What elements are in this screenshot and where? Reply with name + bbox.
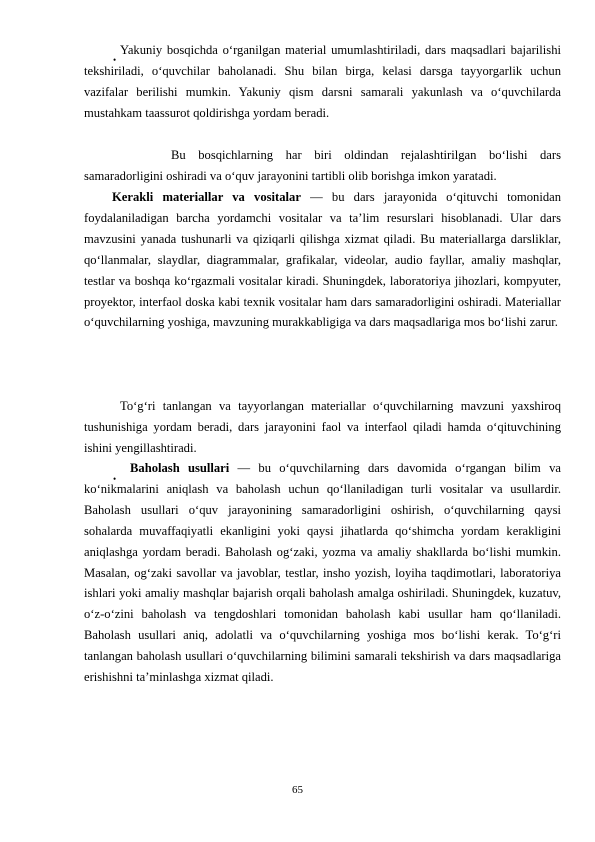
heading-assessment: Baholash usullari — [130, 461, 230, 475]
paragraph-materials — [84, 187, 561, 333]
page-number: 65 — [292, 784, 303, 796]
paragraph-text: Yakuniy bosqichda o‘rganilgan material umumlashtiriladi, dars maqsadlari bajarilishi tekshiriladi, o‘quvchilar baholanadi. Shu bilan birga, kelasi darsga tayyorgarlik uchun vazifalar berilishi mumkin. Yakuniy qism darsni samarali yakunlash va o‘quvchilarda mustahkam taassurot qoldirishga yordam beradi. — [84, 43, 561, 120]
paragraph-text: — bu o‘quvchilarning dars davomida o‘rgangan bilim va ko‘nikmalarini aniqlash va baholash uchun qo‘llaniladigan turli vositalar va usullardir. Baholash usullari o‘quv jarayonining samaradorligini oshirish, o‘quvchilarning qaysi sohalarda muvaffaqiyatli ekanligini yoki qaysi jihatlarda qo‘shimcha yordam kerakligini aniqlashga yordam beradi. Baholash og‘zaki, yozma va amaliy shakllarda bo‘lishi mumkin. Masalan, og‘zaki savollar va javoblar, testlar, insho yozish, loyiha taqdimotlari, laboratoriya ishlari yoki amaliy mashqlar bajarish orqali baholash amalga oshiriladi. Shuningdek, kuzatuv, o‘z-o‘zini baholash va tengdoshlari tomonidan baholash kabi usullar ham qo‘llaniladi. Baholash usullari aniq, adolatli va o‘quvchilarning yoshiga mos bo‘lishi kerak. To‘g‘ri tanlangan baholash usullari o‘quvchilarning bilimini samarali tekshirish va dars maqsadlariga erishishni ta’minlashga xizmat qiladi. — [84, 461, 561, 685]
bullet-icon: • — [113, 55, 117, 65]
paragraph-final-stage — [84, 40, 561, 124]
heading-materials: Kerakli materiallar va vositalar — [112, 190, 301, 204]
paragraph-stages-planning — [84, 145, 561, 187]
paragraph-text: Bu bosqichlarning har biri oldindan rejalashtirilgan bo‘lishi dars samaradorligini oshiradi va o‘quv jarayonini tartibli olib borishga imkon yaratadi. — [84, 148, 561, 183]
paragraph-assessment — [84, 458, 561, 688]
paragraph-text: To‘g‘ri tanlangan va tayyorlangan materiallar o‘quvchilarning mavzuni yaxshiroq tushunishiga yordam beradi, dars jarayonini faol va interfaol qiladi hamda o‘qituvchining ishini yengillashtiradi. — [84, 399, 561, 455]
bullet-icon: • — [113, 474, 117, 484]
paragraph-text: — bu dars jarayonida o‘qituvchi tomonidan foydalaniladigan barcha yordamchi vositalar va ta’lim resurslari hisoblanadi. Ular dars mavzusini yanada tushunarli va qiziqarli qilishga xizmat qiladi. Bu materiallarga darsliklar, qo‘llanmalar, slaydlar, diagrammalar, grafikalar, videolar, audio fayllar, amaliy mashqlar, testlar va boshqa ko‘rgazmali vositalar kiradi. Shuningdek, laboratoriya jihozlari, kompyuter, proyektor, interfaol doska kabi texnik vositalar ham dars samaradorligini oshiradi. Materiallar o‘quvchilarning yoshiga, mavzuning murakkabligiga va dars maqsadlariga mos bo‘lishi zarur. — [84, 190, 562, 330]
paragraph-materials-benefit — [84, 396, 561, 459]
